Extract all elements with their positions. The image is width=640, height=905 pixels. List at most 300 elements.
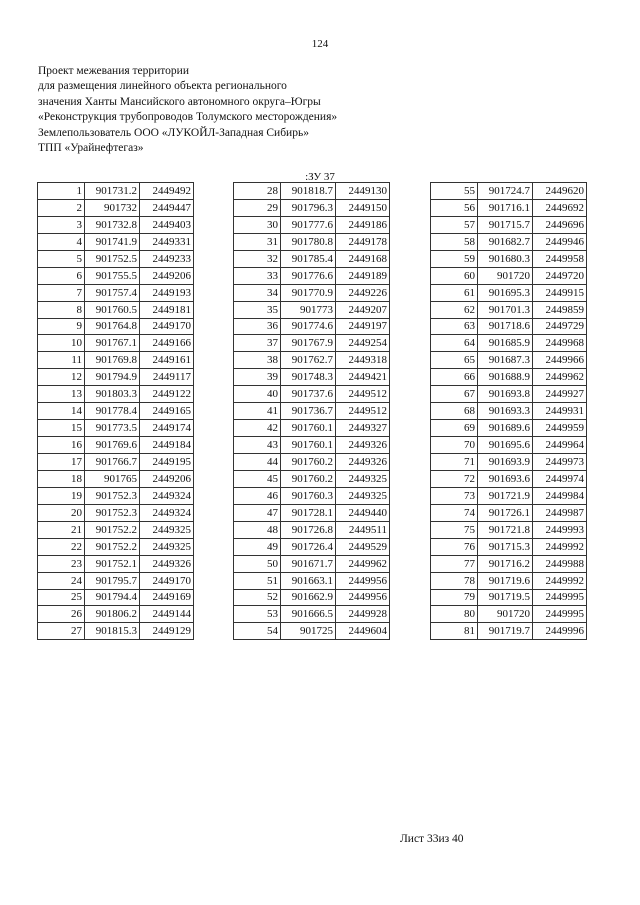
point-number-cell: 48 <box>234 521 281 538</box>
y-coordinate-cell: 2449129 <box>140 623 194 640</box>
y-coordinate-cell: 2449178 <box>336 233 390 250</box>
point-number-cell: 9 <box>38 318 85 335</box>
table-row <box>38 504 194 521</box>
y-coordinate-cell: 2449325 <box>336 487 390 504</box>
table-row <box>38 572 194 589</box>
x-coordinate-cell: 901720 <box>478 267 533 284</box>
x-coordinate-cell: 901736.7 <box>281 403 336 420</box>
x-coordinate-cell: 901728.1 <box>281 504 336 521</box>
table-row <box>234 250 390 267</box>
table-row <box>234 437 390 454</box>
table-row <box>431 369 587 386</box>
point-number-cell: 30 <box>234 216 281 233</box>
table-row <box>38 301 194 318</box>
table-row <box>431 437 587 454</box>
table-row <box>431 504 587 521</box>
y-coordinate-cell: 2449195 <box>140 454 194 471</box>
y-coordinate-cell: 2449170 <box>140 318 194 335</box>
x-coordinate-cell: 901693.9 <box>478 454 533 471</box>
point-number-cell: 39 <box>234 369 281 386</box>
y-coordinate-cell: 2449197 <box>336 318 390 335</box>
x-coordinate-cell: 901760.1 <box>281 437 336 454</box>
header-line: Землепользователь ООО «ЛУКОЙЛ-Западная Сибирь» <box>38 126 309 139</box>
y-coordinate-cell: 2449403 <box>140 216 194 233</box>
point-number-cell: 6 <box>38 267 85 284</box>
point-number-cell: 81 <box>431 623 478 640</box>
table-row <box>38 352 194 369</box>
x-coordinate-cell: 901716.1 <box>478 199 533 216</box>
y-coordinate-cell: 2449326 <box>336 437 390 454</box>
y-coordinate-cell: 2449729 <box>533 318 587 335</box>
table-row <box>234 555 390 572</box>
table-row <box>38 437 194 454</box>
y-coordinate-cell: 2449996 <box>533 623 587 640</box>
table-row <box>38 538 194 555</box>
y-coordinate-cell: 2449421 <box>336 369 390 386</box>
point-number-cell: 46 <box>234 487 281 504</box>
point-number-cell: 58 <box>431 233 478 250</box>
table-row <box>234 318 390 335</box>
y-coordinate-cell: 2449604 <box>336 623 390 640</box>
x-coordinate-cell: 901773 <box>281 301 336 318</box>
header-line: Проект межевания территории <box>38 65 189 77</box>
point-number-cell: 76 <box>431 538 478 555</box>
y-coordinate-cell: 2449492 <box>140 183 194 200</box>
table-row <box>431 199 587 216</box>
point-number-cell: 67 <box>431 386 478 403</box>
y-coordinate-cell: 2449193 <box>140 284 194 301</box>
table-row <box>431 470 587 487</box>
point-number-cell: 8 <box>38 301 85 318</box>
table-row <box>431 538 587 555</box>
x-coordinate-cell: 901796.3 <box>281 199 336 216</box>
table-row <box>431 521 587 538</box>
table-row <box>38 199 194 216</box>
x-coordinate-cell: 901687.3 <box>478 352 533 369</box>
y-coordinate-cell: 2449956 <box>336 572 390 589</box>
y-coordinate-cell: 2449168 <box>336 250 390 267</box>
point-number-cell: 65 <box>431 352 478 369</box>
point-number-cell: 71 <box>431 454 478 471</box>
point-number-cell: 73 <box>431 487 478 504</box>
point-number-cell: 21 <box>38 521 85 538</box>
point-number-cell: 36 <box>234 318 281 335</box>
header-line: «Реконструкция трубопроводов Толумского месторождения» <box>38 111 338 124</box>
point-number-cell: 29 <box>234 199 281 216</box>
x-coordinate-cell: 901762.7 <box>281 352 336 369</box>
table-row <box>234 572 390 589</box>
x-coordinate-cell: 901685.9 <box>478 335 533 352</box>
table-row <box>234 504 390 521</box>
table-row <box>431 250 587 267</box>
page-number: 124 <box>311 38 329 50</box>
y-coordinate-cell: 2449144 <box>140 606 194 623</box>
table-row <box>234 352 390 369</box>
x-coordinate-cell: 901680.3 <box>478 250 533 267</box>
table-row <box>431 352 587 369</box>
y-coordinate-cell: 2449206 <box>140 267 194 284</box>
table-row <box>38 318 194 335</box>
y-coordinate-cell: 2449165 <box>140 403 194 420</box>
table-row <box>431 487 587 504</box>
point-number-cell: 15 <box>38 420 85 437</box>
y-coordinate-cell: 2449915 <box>533 284 587 301</box>
y-coordinate-cell: 2449233 <box>140 250 194 267</box>
table-row <box>38 403 194 420</box>
x-coordinate-cell: 901760.2 <box>281 454 336 471</box>
x-coordinate-cell: 901794.4 <box>85 589 140 606</box>
header-line: для размещения линейного объекта регионального <box>38 80 287 93</box>
point-number-cell: 3 <box>38 216 85 233</box>
x-coordinate-cell: 901663.1 <box>281 572 336 589</box>
table-row <box>431 301 587 318</box>
table-row <box>234 487 390 504</box>
x-coordinate-cell: 901766.7 <box>85 454 140 471</box>
y-coordinate-cell: 2449993 <box>533 521 587 538</box>
y-coordinate-cell: 2449170 <box>140 572 194 589</box>
x-coordinate-cell: 901719.6 <box>478 572 533 589</box>
point-number-cell: 53 <box>234 606 281 623</box>
x-coordinate-cell: 901719.5 <box>478 589 533 606</box>
y-coordinate-cell: 2449992 <box>533 572 587 589</box>
y-coordinate-cell: 2449512 <box>336 386 390 403</box>
x-coordinate-cell: 901794.9 <box>85 369 140 386</box>
point-number-cell: 27 <box>38 623 85 640</box>
x-coordinate-cell: 901721.8 <box>478 521 533 538</box>
x-coordinate-cell: 901737.6 <box>281 386 336 403</box>
x-coordinate-cell: 901732.8 <box>85 216 140 233</box>
table-row <box>38 233 194 250</box>
header-line: ТПП «Урайнефтегаз» <box>38 142 144 155</box>
y-coordinate-cell: 2449696 <box>533 216 587 233</box>
coordinates-table-1 <box>37 182 194 640</box>
y-coordinate-cell: 2449181 <box>140 301 194 318</box>
point-number-cell: 4 <box>38 233 85 250</box>
y-coordinate-cell: 2449974 <box>533 470 587 487</box>
table-row <box>38 623 194 640</box>
x-coordinate-cell: 901767.1 <box>85 335 140 352</box>
y-coordinate-cell: 2449995 <box>533 606 587 623</box>
y-coordinate-cell: 2449620 <box>533 183 587 200</box>
point-number-cell: 69 <box>431 420 478 437</box>
y-coordinate-cell: 2449968 <box>533 335 587 352</box>
point-number-cell: 57 <box>431 216 478 233</box>
x-coordinate-cell: 901748.3 <box>281 369 336 386</box>
table-row <box>38 606 194 623</box>
point-number-cell: 11 <box>38 352 85 369</box>
coordinates-table-3 <box>430 182 587 640</box>
point-number-cell: 77 <box>431 555 478 572</box>
y-coordinate-cell: 2449324 <box>140 487 194 504</box>
x-coordinate-cell: 901715.3 <box>478 538 533 555</box>
y-coordinate-cell: 2449331 <box>140 233 194 250</box>
x-coordinate-cell: 901719.7 <box>478 623 533 640</box>
table-row <box>234 301 390 318</box>
point-number-cell: 28 <box>234 183 281 200</box>
point-number-cell: 33 <box>234 267 281 284</box>
x-coordinate-cell: 901785.4 <box>281 250 336 267</box>
y-coordinate-cell: 2449966 <box>533 352 587 369</box>
x-coordinate-cell: 901770.9 <box>281 284 336 301</box>
table-row <box>431 386 587 403</box>
x-coordinate-cell: 901693.8 <box>478 386 533 403</box>
y-coordinate-cell: 2449327 <box>336 420 390 437</box>
x-coordinate-cell: 901815.3 <box>85 623 140 640</box>
table-row <box>38 487 194 504</box>
x-coordinate-cell: 901689.6 <box>478 420 533 437</box>
table-row <box>234 335 390 352</box>
y-coordinate-cell: 2449226 <box>336 284 390 301</box>
y-coordinate-cell: 2449962 <box>533 369 587 386</box>
y-coordinate-cell: 2449186 <box>336 216 390 233</box>
table-row <box>431 216 587 233</box>
y-coordinate-cell: 2449928 <box>336 606 390 623</box>
y-coordinate-cell: 2449973 <box>533 454 587 471</box>
y-coordinate-cell: 2449964 <box>533 437 587 454</box>
x-coordinate-cell: 901693.3 <box>478 403 533 420</box>
x-coordinate-cell: 901741.9 <box>85 233 140 250</box>
table-row <box>38 386 194 403</box>
y-coordinate-cell: 2449326 <box>336 454 390 471</box>
x-coordinate-cell: 901752.1 <box>85 555 140 572</box>
y-coordinate-cell: 2449962 <box>336 555 390 572</box>
y-coordinate-cell: 2449207 <box>336 301 390 318</box>
y-coordinate-cell: 2449169 <box>140 589 194 606</box>
point-number-cell: 43 <box>234 437 281 454</box>
table-row <box>234 284 390 301</box>
y-coordinate-cell: 2449326 <box>140 555 194 572</box>
point-number-cell: 2 <box>38 199 85 216</box>
point-number-cell: 23 <box>38 555 85 572</box>
point-number-cell: 70 <box>431 437 478 454</box>
y-coordinate-cell: 2449440 <box>336 504 390 521</box>
table-row <box>38 521 194 538</box>
point-number-cell: 66 <box>431 369 478 386</box>
point-number-cell: 13 <box>38 386 85 403</box>
point-number-cell: 22 <box>38 538 85 555</box>
point-number-cell: 7 <box>38 284 85 301</box>
x-coordinate-cell: 901760.5 <box>85 301 140 318</box>
table-row <box>431 284 587 301</box>
table-row <box>38 470 194 487</box>
x-coordinate-cell: 901757.4 <box>85 284 140 301</box>
point-number-cell: 79 <box>431 589 478 606</box>
x-coordinate-cell: 901760.2 <box>281 470 336 487</box>
y-coordinate-cell: 2449130 <box>336 183 390 200</box>
table-row <box>234 267 390 284</box>
x-coordinate-cell: 901767.9 <box>281 335 336 352</box>
table-row <box>234 216 390 233</box>
table-row <box>234 470 390 487</box>
point-number-cell: 68 <box>431 403 478 420</box>
table-row <box>431 454 587 471</box>
x-coordinate-cell: 901688.9 <box>478 369 533 386</box>
y-coordinate-cell: 2449447 <box>140 199 194 216</box>
y-coordinate-cell: 2449987 <box>533 504 587 521</box>
y-coordinate-cell: 2449958 <box>533 250 587 267</box>
table-row <box>38 589 194 606</box>
x-coordinate-cell: 901769.8 <box>85 352 140 369</box>
x-coordinate-cell: 901721.9 <box>478 487 533 504</box>
point-number-cell: 49 <box>234 538 281 555</box>
point-number-cell: 19 <box>38 487 85 504</box>
y-coordinate-cell: 2449206 <box>140 470 194 487</box>
x-coordinate-cell: 901695.6 <box>478 437 533 454</box>
x-coordinate-cell: 901731.2 <box>85 183 140 200</box>
table-row <box>38 284 194 301</box>
table-row <box>234 420 390 437</box>
table-row <box>38 369 194 386</box>
point-number-cell: 78 <box>431 572 478 589</box>
y-coordinate-cell: 2449150 <box>336 199 390 216</box>
x-coordinate-cell: 901693.6 <box>478 470 533 487</box>
point-number-cell: 20 <box>38 504 85 521</box>
point-number-cell: 41 <box>234 403 281 420</box>
y-coordinate-cell: 2449959 <box>533 420 587 437</box>
table-row <box>234 623 390 640</box>
y-coordinate-cell: 2449325 <box>336 470 390 487</box>
y-coordinate-cell: 2449988 <box>533 555 587 572</box>
x-coordinate-cell: 901774.6 <box>281 318 336 335</box>
point-number-cell: 34 <box>234 284 281 301</box>
x-coordinate-cell: 901732 <box>85 199 140 216</box>
y-coordinate-cell: 2449720 <box>533 267 587 284</box>
y-coordinate-cell: 2449324 <box>140 504 194 521</box>
table-row <box>234 199 390 216</box>
point-number-cell: 35 <box>234 301 281 318</box>
point-number-cell: 45 <box>234 470 281 487</box>
point-number-cell: 72 <box>431 470 478 487</box>
point-number-cell: 51 <box>234 572 281 589</box>
x-coordinate-cell: 901777.6 <box>281 216 336 233</box>
y-coordinate-cell: 2449956 <box>336 589 390 606</box>
coordinates-table-2 <box>233 182 390 640</box>
y-coordinate-cell: 2449946 <box>533 233 587 250</box>
y-coordinate-cell: 2449692 <box>533 199 587 216</box>
table-row <box>431 589 587 606</box>
y-coordinate-cell: 2449995 <box>533 589 587 606</box>
x-coordinate-cell: 901795.7 <box>85 572 140 589</box>
point-number-cell: 1 <box>38 183 85 200</box>
x-coordinate-cell: 901715.7 <box>478 216 533 233</box>
y-coordinate-cell: 2449984 <box>533 487 587 504</box>
x-coordinate-cell: 901752.2 <box>85 521 140 538</box>
point-number-cell: 74 <box>431 504 478 521</box>
table-row <box>431 555 587 572</box>
point-number-cell: 37 <box>234 335 281 352</box>
table-row <box>234 183 390 200</box>
y-coordinate-cell: 2449512 <box>336 403 390 420</box>
x-coordinate-cell: 901778.4 <box>85 403 140 420</box>
x-coordinate-cell: 901752.5 <box>85 250 140 267</box>
point-number-cell: 56 <box>431 199 478 216</box>
point-number-cell: 60 <box>431 267 478 284</box>
table-row <box>431 420 587 437</box>
table-row <box>234 521 390 538</box>
x-coordinate-cell: 901725 <box>281 623 336 640</box>
table-row <box>38 216 194 233</box>
y-coordinate-cell: 2449529 <box>336 538 390 555</box>
table-row <box>234 386 390 403</box>
x-coordinate-cell: 901695.3 <box>478 284 533 301</box>
x-coordinate-cell: 901671.7 <box>281 555 336 572</box>
table-row <box>431 335 587 352</box>
table-row <box>234 403 390 420</box>
point-number-cell: 24 <box>38 572 85 589</box>
point-number-cell: 44 <box>234 454 281 471</box>
x-coordinate-cell: 901806.2 <box>85 606 140 623</box>
table-row <box>38 555 194 572</box>
table-row <box>38 250 194 267</box>
point-number-cell: 62 <box>431 301 478 318</box>
document-header <box>38 64 337 156</box>
point-number-cell: 42 <box>234 420 281 437</box>
x-coordinate-cell: 901666.5 <box>281 606 336 623</box>
point-number-cell: 26 <box>38 606 85 623</box>
header-line: значения Ханты Мансийского автономного округа–Югры <box>38 95 321 108</box>
point-number-cell: 5 <box>38 250 85 267</box>
x-coordinate-cell: 901726.1 <box>478 504 533 521</box>
x-coordinate-cell: 901701.3 <box>478 301 533 318</box>
x-coordinate-cell: 901755.5 <box>85 267 140 284</box>
x-coordinate-cell: 901682.7 <box>478 233 533 250</box>
x-coordinate-cell: 901752.3 <box>85 504 140 521</box>
y-coordinate-cell: 2449174 <box>140 420 194 437</box>
x-coordinate-cell: 901776.6 <box>281 267 336 284</box>
x-coordinate-cell: 901720 <box>478 606 533 623</box>
x-coordinate-cell: 901724.7 <box>478 183 533 200</box>
y-coordinate-cell: 2449254 <box>336 335 390 352</box>
y-coordinate-cell: 2449325 <box>140 538 194 555</box>
table-row <box>234 233 390 250</box>
point-number-cell: 75 <box>431 521 478 538</box>
table-row <box>38 454 194 471</box>
x-coordinate-cell: 901726.8 <box>281 521 336 538</box>
table-row <box>431 572 587 589</box>
x-coordinate-cell: 901662.9 <box>281 589 336 606</box>
table-row <box>431 183 587 200</box>
table-row <box>38 420 194 437</box>
x-coordinate-cell: 901752.2 <box>85 538 140 555</box>
point-number-cell: 59 <box>431 250 478 267</box>
table-row <box>234 369 390 386</box>
point-number-cell: 32 <box>234 250 281 267</box>
x-coordinate-cell: 901716.2 <box>478 555 533 572</box>
x-coordinate-cell: 901752.3 <box>85 487 140 504</box>
point-number-cell: 54 <box>234 623 281 640</box>
y-coordinate-cell: 2449927 <box>533 386 587 403</box>
sheet-footer: Лист 33из 40 <box>400 833 464 845</box>
x-coordinate-cell: 901803.3 <box>85 386 140 403</box>
y-coordinate-cell: 2449318 <box>336 352 390 369</box>
point-number-cell: 40 <box>234 386 281 403</box>
y-coordinate-cell: 2449166 <box>140 335 194 352</box>
y-coordinate-cell: 2449122 <box>140 386 194 403</box>
point-number-cell: 61 <box>431 284 478 301</box>
point-number-cell: 63 <box>431 318 478 335</box>
x-coordinate-cell: 901780.8 <box>281 233 336 250</box>
table-row <box>431 403 587 420</box>
y-coordinate-cell: 2449184 <box>140 437 194 454</box>
x-coordinate-cell: 901726.4 <box>281 538 336 555</box>
point-number-cell: 47 <box>234 504 281 521</box>
x-coordinate-cell: 901769.6 <box>85 437 140 454</box>
point-number-cell: 16 <box>38 437 85 454</box>
x-coordinate-cell: 901818.7 <box>281 183 336 200</box>
land-plot-title: :ЗУ 37 <box>305 171 335 183</box>
table-row <box>38 335 194 352</box>
table-row <box>38 183 194 200</box>
